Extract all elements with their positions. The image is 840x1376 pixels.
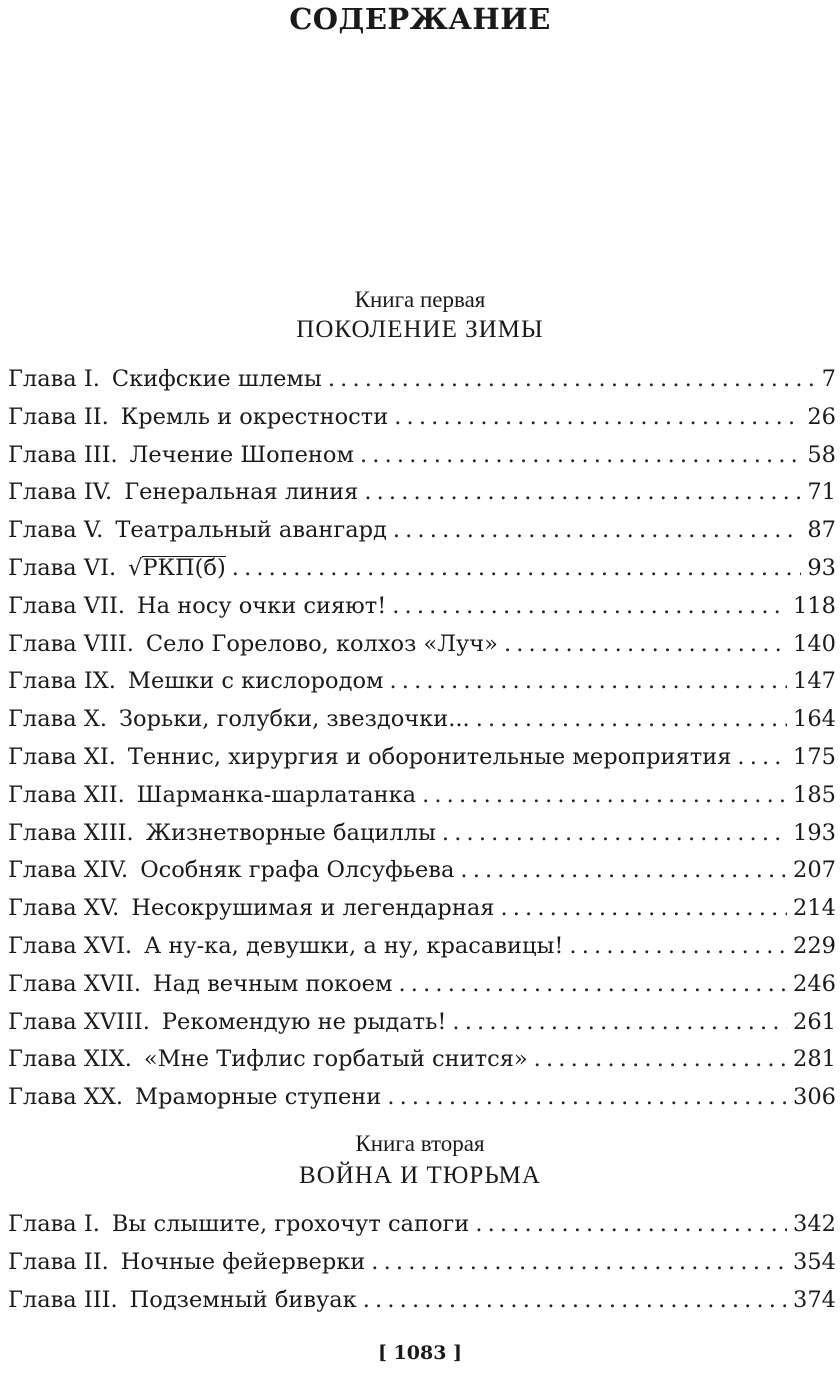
chapter-number: Глава XVIII. <box>8 1008 150 1035</box>
toc-entry[interactable] <box>8 474 836 512</box>
chapter-page-number: 193 <box>793 819 836 846</box>
chapter-page-number: 7 <box>821 366 836 392</box>
dot-leader <box>371 1244 787 1282</box>
book2-title: ВОЙНА И ТЮРЬМА <box>299 1162 541 1189</box>
chapter-page-number: 229 <box>793 932 836 959</box>
toc-entry[interactable] <box>8 588 836 626</box>
dot-leader <box>363 1282 787 1320</box>
chapter-number: Глава XIV. <box>8 857 129 884</box>
toc-entry[interactable] <box>8 399 836 437</box>
chapter-number: Глава XIII. <box>8 819 134 846</box>
dot-leader <box>390 663 788 701</box>
toc-entry-heading <box>8 1079 381 1117</box>
dot-leader <box>232 550 802 588</box>
toc-entry-heading <box>8 361 322 399</box>
chapter-number: Глава XV. <box>8 895 120 922</box>
chapter-page-number: 147 <box>793 668 836 695</box>
page-title: СОДЕРЖАНИЕ <box>289 2 551 36</box>
toc-entry-heading <box>8 1004 446 1042</box>
toc-entry-heading <box>8 512 387 550</box>
toc-entry-heading <box>8 890 494 928</box>
chapter-number: Глава XIX. <box>8 1046 132 1073</box>
chapter-title: √РКП(б) <box>128 554 226 581</box>
chapter-number: Глава V. <box>8 517 104 544</box>
dot-leader <box>328 361 816 399</box>
dot-leader <box>504 626 787 664</box>
dot-leader <box>452 1004 787 1042</box>
chapter-page-number: 306 <box>793 1084 836 1111</box>
toc-entry-heading <box>8 663 384 701</box>
chapter-title: Несокрушимая и легендарная <box>131 895 495 922</box>
toc-entry-heading <box>8 815 436 853</box>
book1-contents-list <box>8 361 836 1117</box>
toc-entry[interactable] <box>8 815 836 853</box>
book2-contents-list <box>8 1206 836 1319</box>
toc-entry-heading <box>8 1206 469 1244</box>
chapter-title: Мраморные ступени <box>135 1084 382 1111</box>
toc-entry-heading <box>8 1282 357 1320</box>
chapter-title: Мешки с кислородом <box>127 668 384 695</box>
dot-leader <box>364 474 801 512</box>
dot-leader <box>392 588 787 626</box>
chapter-page-number: 354 <box>793 1248 836 1275</box>
chapter-page-number: 175 <box>793 743 836 770</box>
chapter-number: Глава II. <box>8 1248 109 1275</box>
toc-entry[interactable] <box>8 890 836 928</box>
chapter-title: Шарманка-шарлатанка <box>136 781 417 808</box>
chapter-page-number: 261 <box>793 1008 836 1035</box>
chapter-page-number: 164 <box>793 706 836 733</box>
toc-entry[interactable] <box>8 1041 836 1079</box>
toc-entry[interactable] <box>8 966 836 1004</box>
chapter-number: Глава XI. <box>8 743 116 770</box>
dot-leader <box>360 437 801 475</box>
chapter-number: Глава I. <box>8 1211 100 1237</box>
chapter-title: Подземный бивуак <box>129 1286 357 1313</box>
toc-entry[interactable] <box>8 852 836 890</box>
toc-entry-heading <box>8 437 354 475</box>
chapter-page-number: 118 <box>793 592 836 619</box>
toc-entry[interactable] <box>8 1004 836 1042</box>
dot-leader <box>393 512 801 550</box>
chapter-number: Глава IX. <box>8 668 116 695</box>
toc-entry[interactable] <box>8 550 836 588</box>
dot-leader <box>475 1206 787 1244</box>
chapter-page-number: 342 <box>793 1211 836 1237</box>
chapter-title: А ну-ка, девушки, а ну, красавицы! <box>144 932 564 959</box>
chapter-number: Глава VI. <box>8 554 117 581</box>
book1-label: Книга первая <box>354 287 486 312</box>
page-number: [ 1083 ] <box>377 1342 463 1364</box>
toc-entry-heading <box>8 1244 365 1282</box>
chapter-number: Глава X. <box>8 706 108 733</box>
toc-entry[interactable] <box>8 739 836 777</box>
toc-entry-heading <box>8 1041 528 1079</box>
toc-entry[interactable] <box>8 626 836 664</box>
chapter-title: Театральный авангард <box>115 517 387 544</box>
chapter-number: Глава XVI. <box>8 932 133 959</box>
chapter-number: Глава IV. <box>8 479 113 506</box>
toc-entry-heading <box>8 966 392 1004</box>
chapter-title: Жизнетворные бациллы <box>145 819 436 846</box>
book1-title: ПОКОЛЕНИЕ ЗИМЫ <box>296 316 544 343</box>
chapter-page-number: 185 <box>793 781 836 808</box>
dot-leader <box>534 1041 787 1079</box>
chapter-page-number: 207 <box>793 857 836 884</box>
toc-entry-heading <box>8 474 358 512</box>
dot-leader <box>476 701 787 739</box>
toc-entry-heading <box>8 550 226 588</box>
chapter-number: Глава III. <box>8 1286 118 1313</box>
chapter-page-number: 87 <box>807 517 836 544</box>
toc-entry-heading <box>8 928 563 966</box>
toc-entry[interactable] <box>8 1079 836 1117</box>
chapter-title: Скифские шлемы <box>111 366 322 392</box>
chapter-page-number: 214 <box>793 895 836 922</box>
chapter-title: На носу очки сияют! <box>137 592 387 619</box>
chapter-number: Глава VIII. <box>8 630 134 657</box>
chapter-number: Глава XX. <box>8 1084 124 1111</box>
chapter-page-number: 93 <box>807 554 836 581</box>
dot-leader <box>460 852 787 890</box>
book2-label: Книга вторая <box>355 1131 485 1156</box>
chapter-title: Село Горелово, колхоз «Луч» <box>145 630 498 657</box>
toc-entry-heading <box>8 399 388 437</box>
chapter-title: Генеральная линия <box>124 479 359 506</box>
chapter-number: Глава XVII. <box>8 970 142 997</box>
chapter-number: Глава XII. <box>8 781 125 808</box>
chapter-title: Ночные фейерверки <box>120 1248 366 1275</box>
chapter-title: «Мне Тифлис горбатый снится» <box>143 1046 528 1073</box>
toc-entry-heading <box>8 701 470 739</box>
dot-leader <box>398 966 787 1004</box>
chapter-page-number: 26 <box>807 403 836 430</box>
chapter-title: Кремль и окрестности <box>120 403 389 430</box>
chapter-title: Теннис, хирургия и оборонительные мероприятия <box>127 743 732 770</box>
toc-entry[interactable] <box>8 1244 836 1282</box>
toc-entry[interactable] <box>8 928 836 966</box>
dot-leader <box>394 399 801 437</box>
toc-entry[interactable] <box>8 361 836 399</box>
toc-entry[interactable] <box>8 777 836 815</box>
toc-entry[interactable] <box>8 1282 836 1320</box>
toc-entry[interactable] <box>8 437 836 475</box>
toc-entry[interactable] <box>8 1206 836 1244</box>
toc-entry-heading <box>8 739 731 777</box>
dot-leader <box>569 928 787 966</box>
toc-entry-heading <box>8 588 386 626</box>
dot-leader <box>387 1079 787 1117</box>
toc-entry[interactable] <box>8 663 836 701</box>
chapter-page-number: 374 <box>793 1286 836 1313</box>
chapter-title: Особняк графа Олсуфьева <box>140 857 455 884</box>
dot-leader <box>737 739 787 777</box>
toc-entry-heading <box>8 777 416 815</box>
chapter-page-number: 58 <box>807 441 836 468</box>
toc-entry[interactable] <box>8 701 836 739</box>
chapter-page-number: 281 <box>793 1046 836 1073</box>
toc-entry-heading <box>8 852 454 890</box>
toc-entry[interactable] <box>8 512 836 550</box>
chapter-title: Зорьки, голубки, звездочки... <box>119 706 470 733</box>
chapter-title: Лечение Шопеном <box>129 441 354 468</box>
chapter-number: Глава II. <box>8 403 109 430</box>
dot-leader <box>442 815 787 853</box>
chapter-title: Над вечным покоем <box>153 970 393 997</box>
dot-leader <box>500 890 787 928</box>
dot-leader <box>422 777 787 815</box>
chapter-number: Глава III. <box>8 441 118 468</box>
chapter-number: Глава VII. <box>8 592 126 619</box>
chapter-page-number: 246 <box>793 970 836 997</box>
chapter-page-number: 71 <box>807 479 836 506</box>
chapter-title: Вы слышите, грохочут сапоги <box>111 1211 470 1237</box>
chapter-number: Глава I. <box>8 366 100 392</box>
chapter-title: Рекомендую не рыдать! <box>161 1008 447 1035</box>
chapter-page-number: 140 <box>793 630 836 657</box>
toc-entry-heading <box>8 626 498 664</box>
